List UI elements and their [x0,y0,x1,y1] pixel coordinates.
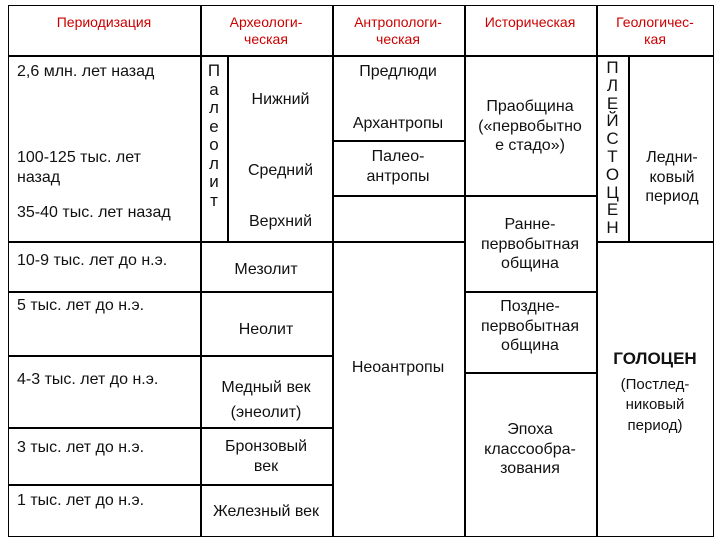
proto-community: Праобщина («первобытно е стадо») [478,98,582,155]
date-7: 1 тыс. лет до н.э. [17,492,145,509]
neoanthropes: Неоантропы [351,359,445,376]
header-historical: Историческая [484,14,576,30]
archanthropes: Архантропы [352,115,444,132]
header-periodization: Периодизация [56,14,152,30]
paleoanthropes: Палео- антропы [366,148,430,185]
history-divider-early [464,195,596,197]
history-divider-class [464,372,596,374]
history-divider-late [464,291,596,293]
mesolith: Мезолит [234,261,298,278]
row-divider-iron [8,484,332,486]
col-divider-2 [332,5,334,537]
date-3: 10-9 тыс. лет до н.э. [17,252,168,269]
copper-age: Медный век (энеолит) [221,379,311,421]
date-6: 3 тыс. лет до н.э. [17,439,145,456]
date-0: 2,6 млн. лет назад [17,63,155,80]
row-divider-copper [8,355,332,357]
paleoanthrope-divider [332,195,464,197]
date-2: 35-40 тыс. лет назад [17,204,171,221]
header-anthropological: Антропологи- ческая [354,14,442,48]
header-geological: Геологичес- кая [616,14,694,48]
bronze-age: Бронзовый век [224,438,308,475]
pleistocene-vertical-label: П Л Е Й С Т О Ц Е Н [605,58,620,238]
iron-age: Железный век [212,503,320,520]
header-archaeological: Археологи- ческая [229,14,303,48]
paleolith-upper: Верхний [249,213,312,230]
date-1: 100-125 тыс. лет назад [17,149,141,186]
header-divider [8,55,714,57]
paleolith-lower: Нижний [251,91,310,108]
geology-divider [596,241,714,243]
prehumans: Предлюди [359,63,437,80]
early-primitive-community: Ранне- первобытная община [480,216,580,273]
neolith: Неолит [238,321,294,338]
date-5: 4-3 тыс. лет до н.э. [17,371,159,388]
glacial-period: Ледни- ковый период [645,149,699,206]
paleolith-vertical-label: П а л е о л и т [207,61,221,210]
row-divider-neolith [8,291,332,293]
row-divider-mesolith [8,241,464,243]
date-4: 5 тыс. лет до н.э. [17,297,145,314]
paleolith-middle: Средний [247,162,314,179]
postglacial-period: (Постлед- никовый период) [620,376,690,434]
row-divider-bronze [8,427,332,429]
class-formation-era: Эпоха классообра- зования [484,421,576,478]
archanthrope-divider [332,140,464,142]
holocene: ГОЛОЦЕН [613,349,697,368]
late-primitive-community: Поздне- первобытная община [480,298,580,355]
